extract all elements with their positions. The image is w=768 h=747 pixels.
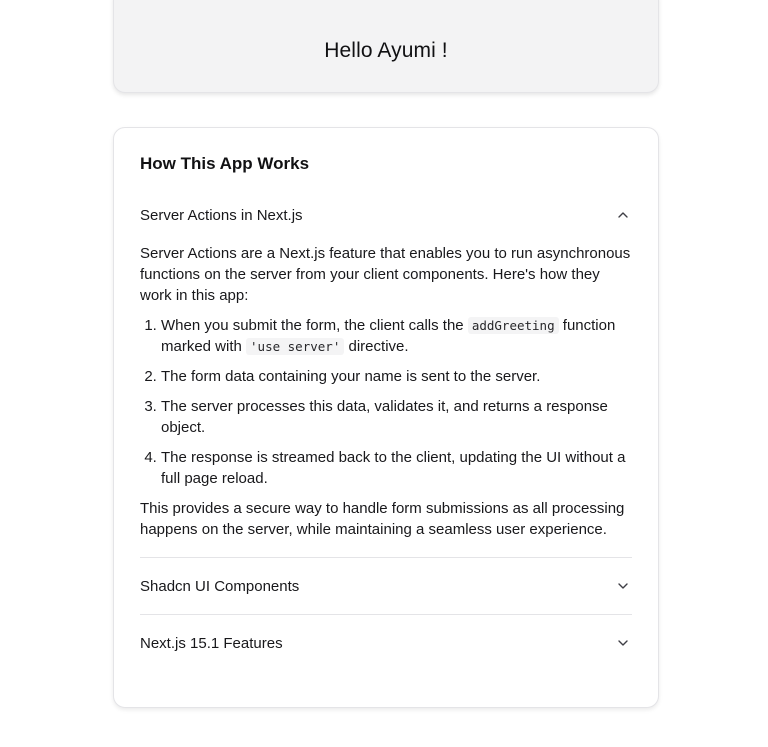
step-item: 3. The server processes this data, validates it, and returns a response object.: [161, 396, 632, 438]
step-item: [161, 315, 632, 357]
accordion-label: Next.js 15.1 Features: [140, 634, 283, 652]
accordion-trigger-shadcn[interactable]: [140, 558, 632, 614]
intro-text: Server Actions are a Next.js feature that enables you to run asynchronous functions on the server from your client components. Here's how they work in this app:: [140, 245, 631, 304]
outro-text: This provides a secure way to handle form submissions as all processing happens on the server, while maintaining a seamless user experience.: [140, 500, 625, 538]
accordion-item-nextjs-features: [140, 615, 632, 671]
greeting-card: [113, 0, 659, 93]
accordion-item-shadcn: [140, 558, 632, 615]
card-title: How This App Works: [140, 154, 310, 173]
greeting-title: Hello Ayumi !: [324, 39, 448, 62]
accordion-item-server-actions: [140, 187, 632, 558]
steps-list: [140, 315, 632, 489]
chevron-down-icon: [616, 636, 630, 650]
step-item: 2. The form data containing your name is sent to the server.: [161, 366, 632, 387]
chevron-down-icon: [616, 579, 630, 593]
accordion-label: Server Actions in Next.js: [140, 206, 303, 224]
chevron-up-icon: [616, 208, 630, 222]
step1-mid: function marked with: [161, 317, 616, 355]
code-use-server: 'use server': [246, 338, 344, 355]
accordion-trigger-server-actions[interactable]: [140, 187, 632, 243]
accordion-trigger-nextjs-features[interactable]: [140, 615, 632, 671]
step-item: 4. The response is streamed back to the client, updating the UI without a full page reload.: [161, 447, 632, 489]
accordion-label: Shadcn UI Components: [140, 577, 300, 595]
code-add-greeting: addGreeting: [468, 317, 559, 334]
how-it-works-card: [113, 127, 659, 708]
step1-pre: When you submit the form, the client calls the: [161, 317, 468, 334]
accordion-content-server-actions: [140, 243, 632, 557]
step1-post: directive.: [344, 338, 409, 355]
